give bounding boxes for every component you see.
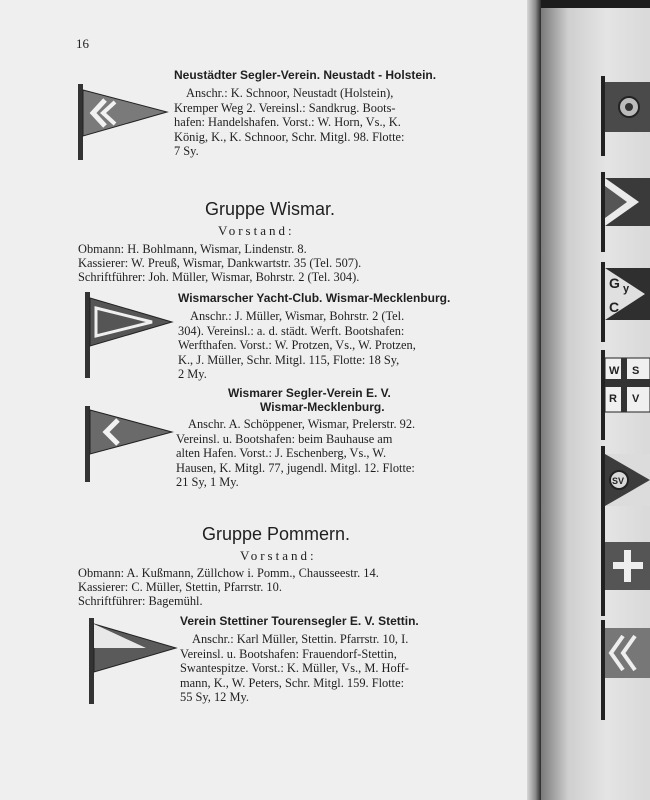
vorstand-label-pommern: Vorstand:	[240, 548, 317, 563]
detail-line: Anschr.: J. Müller, Wismar, Bohrstr. 2 (Tel.	[190, 309, 405, 323]
board-line: Schriftführer: Joh. Müller, Wismar, Bohrstr. 2 (Tel. 304).	[78, 270, 360, 284]
wismar-yacht-pennant-flag	[82, 290, 182, 380]
vorstand-label-wismar: Vorstand:	[218, 223, 295, 238]
wsrv-letter: S	[632, 365, 640, 377]
wsrv-letter: V	[632, 393, 640, 405]
gyc-letter: G	[609, 275, 620, 291]
detail-line: Vereinsl. u. Bootshafen: beim Bauhause am	[176, 431, 393, 446]
triangle-flag-icon	[599, 172, 650, 252]
detail-line: 21 Sy, 1 My.	[176, 475, 239, 490]
book-page-right	[541, 8, 650, 800]
detail-line: Vereinsl. u. Bootshafen: Frauendorf-Stettin,	[180, 646, 397, 661]
detail-line: hafen: Handelshafen. Vorst.: W. Horn, Vs., K.	[174, 115, 401, 130]
board-line: Obmann: H. Bohlmann, Wismar, Lindenstr. 8.	[78, 242, 307, 256]
club-details	[180, 632, 478, 705]
sv-flag-icon	[599, 446, 650, 536]
board-list-wismar	[78, 242, 498, 284]
detail-line: Anschr. A. Schöppener, Wismar, Prelerstr. 92.	[188, 417, 416, 431]
club-details	[178, 309, 476, 382]
club-title: Verein Stettiner Tourensegler E. V. Stettin.	[180, 614, 419, 628]
detail-line: Hausen, K. Mitgl. 77, jugendl. Mitgl. 12. Flotte:	[176, 460, 415, 475]
detail-line: Anschr.: K. Schnoor, Neustadt (Holstein),	[186, 86, 394, 100]
detail-line: 7 Sy.	[174, 144, 199, 159]
gyc-letter: C	[609, 299, 620, 315]
wsrv-flag-icon	[599, 350, 650, 440]
detail-line: Kremper Weg 2. Vereinsl.: Sandkrug. Boots-	[174, 100, 396, 115]
club-details	[176, 417, 476, 490]
board-line: Obmann: A. Kußmann, Züllchow i. Pomm., Chausseestr. 14.	[78, 566, 379, 580]
wsrv-letter: W	[609, 365, 620, 377]
club-title-line2: Wismar-Mecklenburg.	[260, 400, 385, 414]
club-entry-wismar-yacht	[178, 291, 476, 382]
club-title-line1: Wismarer Segler-Verein E. V.	[228, 386, 391, 400]
board-line: Kassierer: W. Preuß, Wismar, Dankwartstr. 35 (Tel. 507).	[78, 256, 362, 270]
board-line: Schriftführer: Bagemühl.	[78, 594, 203, 608]
detail-line: K., J. Müller, Schr. Mitgl. 115, Flotte: 18 Sy,	[178, 352, 400, 367]
club-title: Neustädter Segler-Verein. Neustadt - Holstein.	[174, 68, 437, 82]
detail-line: Werfthafen. Vorst.: W. Protzen, Vs., W. Protzen,	[178, 338, 416, 353]
board-list-pommern	[78, 566, 498, 608]
emblem-flag-icon	[599, 76, 650, 156]
chevron-flag-icon	[599, 620, 650, 720]
cross-flag-icon	[599, 536, 650, 616]
detail-line: alten Hafen. Vorst.: J. Eschenberg, Vs., W.	[176, 446, 387, 461]
book-spine	[527, 0, 541, 800]
club-entry-wismar-segler	[176, 386, 476, 490]
detail-line: 2 My.	[178, 367, 207, 382]
board-line: Kassierer: C. Müller, Stettin, Pfarrstr. 10.	[78, 580, 282, 594]
neustadt-pennant-flag	[75, 82, 175, 162]
detail-line: 55 Sy, 12 My.	[180, 690, 249, 705]
detail-line: König, K., K. Schnoor, Schr. Mitgl. 98. Flotte:	[174, 129, 405, 144]
group-heading-wismar: Gruppe Wismar.	[205, 199, 336, 219]
detail-line: Swantespitze. Vorst.: K. Müller, Vs., M. Hoff-	[180, 661, 409, 676]
detail-line: Anschr.: Karl Müller, Stettin. Pfarrstr. 10, I.	[192, 632, 409, 646]
wsrv-letter: R	[609, 393, 617, 405]
gyc-flag-icon	[599, 262, 650, 342]
page-number: 16	[76, 36, 89, 51]
club-title: Wismarscher Yacht-Club. Wismar-Mecklenburg.	[178, 291, 451, 305]
sv-letters: SV	[612, 476, 625, 486]
club-entry-neustadt	[174, 68, 476, 159]
club-details	[174, 86, 476, 159]
detail-line: 304). Vereinsl.: a. d. städt. Werft. Bootshafen:	[178, 323, 405, 338]
stettin-pennant-flag	[86, 616, 186, 706]
gyc-letter: y	[623, 283, 630, 295]
wismar-segler-pennant-flag	[82, 404, 182, 484]
group-heading-pommern: Gruppe Pommern.	[202, 524, 351, 544]
detail-line: mann, K., W. Peters, Schr. Mitgl. 159. Flotte:	[180, 675, 405, 690]
club-entry-stettin	[180, 614, 478, 705]
